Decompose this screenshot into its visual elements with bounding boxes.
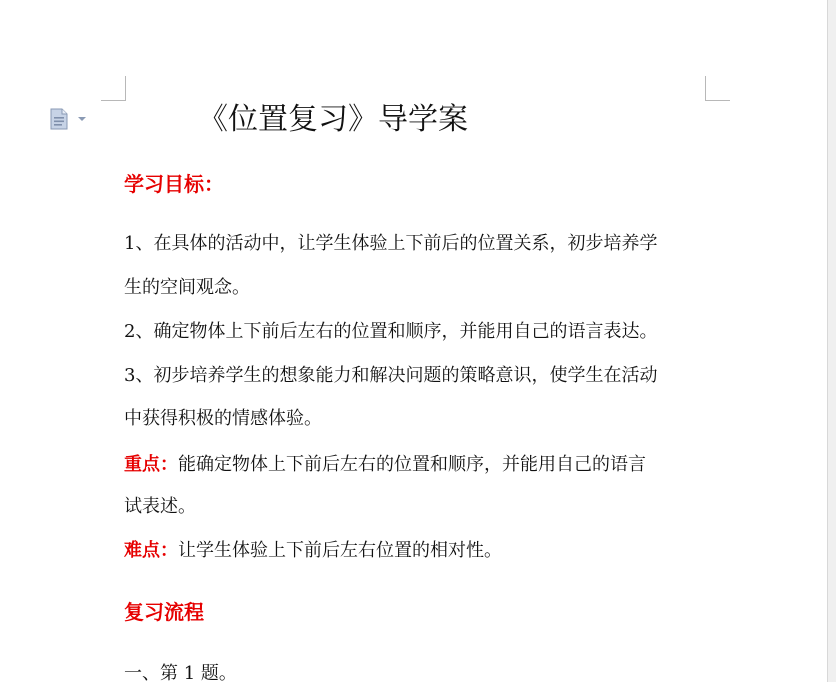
- objective-1-line-1: 1、在具体的活动中，让学生体验上下前后的位置关系，初步培养学: [124, 233, 658, 254]
- paragraph-menu-button[interactable]: [50, 108, 90, 134]
- objectives-heading: 学习目标：: [124, 172, 224, 196]
- document-title: 《位置复习》导学案: [198, 102, 468, 137]
- section-1-heading: 一、第 1 题。: [124, 663, 237, 682]
- difficulty-line: [124, 538, 502, 564]
- key-point-label: 重点：: [124, 454, 178, 475]
- objective-3-line-1: 3、初步培养学生的想象能力和解决问题的策略意识，使学生在活动: [124, 365, 658, 386]
- margin-corner-top-left: [101, 76, 126, 101]
- objective-2-line-1: 2、确定物体上下前后左右的位置和顺序，并能用自己的语言表达。: [124, 321, 658, 342]
- difficulty-label: 难点：: [124, 540, 178, 561]
- difficulty-text: 让学生体验上下前后左右位置的相对性。: [178, 540, 502, 561]
- page-edge: [827, 0, 836, 682]
- document-icon: [50, 108, 68, 130]
- process-heading: 复习流程: [124, 600, 204, 624]
- objective-3-line-2: 中获得积极的情感体验。: [124, 408, 322, 429]
- key-point-text: 能确定物体上下前后左右的位置和顺序，并能用自己的语言: [178, 454, 646, 475]
- key-point-line-1: [124, 452, 646, 478]
- chevron-down-icon[interactable]: [78, 117, 86, 121]
- key-point-line-2: 试表述。: [124, 496, 196, 517]
- margin-corner-top-right: [705, 76, 730, 101]
- objective-1-line-2: 生的空间观念。: [124, 277, 250, 298]
